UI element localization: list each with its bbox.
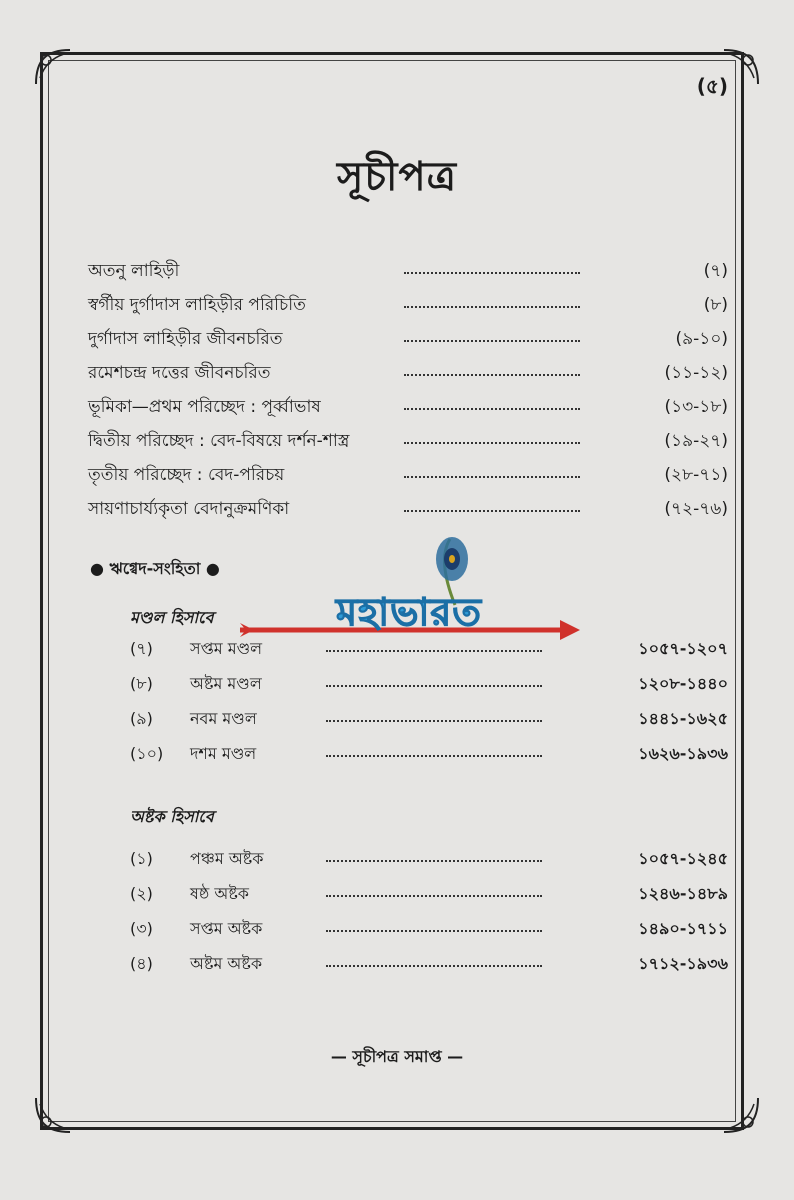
item-number: (৩)	[130, 919, 153, 938]
toc-pages: (১৯-২৭)	[664, 431, 728, 451]
item-number: (২)	[130, 884, 153, 903]
item-name: ষষ্ঠ অষ্টক	[190, 884, 249, 903]
watermark-text: মহাভারত	[336, 590, 482, 634]
list-item[interactable]	[130, 951, 728, 986]
dot-leader	[404, 272, 580, 274]
toc-label: সায়ণাচার্য্যকৃতা বেদানুক্রমণিকা	[88, 499, 290, 519]
toc-label: ভূমিকা—প্রথম পরিচ্ছেদ : পূর্ব্বাভাষ	[88, 397, 321, 417]
toc-row[interactable]	[88, 394, 728, 428]
dot-leader	[404, 374, 580, 376]
list-item[interactable]	[130, 741, 728, 776]
dot-leader	[404, 306, 580, 308]
toc-pages: (৯-১০)	[675, 329, 728, 349]
item-name: অষ্টম মণ্ডল	[190, 674, 262, 693]
toc-pages: (২৮-৭১)	[664, 465, 728, 485]
ashtak-heading: অষ্টক হিসাবে	[130, 807, 214, 826]
dot-leader	[404, 442, 580, 444]
list-item[interactable]	[130, 916, 728, 951]
toc-row[interactable]	[88, 428, 728, 462]
page-title: সূচীপত্র	[337, 154, 457, 200]
toc-label: দুর্গাদাস লাহিড়ীর জীবনচরিত	[88, 329, 283, 349]
item-number: (১)	[130, 849, 153, 868]
dot-leader	[404, 510, 580, 512]
toc-row[interactable]	[88, 326, 728, 360]
item-name: সপ্তম মণ্ডল	[190, 639, 263, 658]
dot-leader	[326, 755, 542, 757]
item-number: (১০)	[130, 744, 164, 763]
toc-pages: (১৩-১৮)	[664, 397, 728, 417]
dot-leader	[326, 965, 542, 967]
dot-leader	[404, 476, 580, 478]
item-number: (৯)	[130, 709, 153, 728]
toc-row[interactable]	[88, 258, 728, 292]
toc-row[interactable]	[88, 496, 728, 530]
toc-pages: (৭২-৭৬)	[664, 499, 728, 519]
mandal-list	[130, 636, 728, 776]
corner-ornament-icon	[720, 1094, 764, 1138]
corner-ornament-icon	[30, 1094, 74, 1138]
corner-ornament-icon	[30, 44, 74, 88]
dot-leader	[326, 650, 542, 652]
toc-label: স্বর্গীয় দুর্গাদাস লাহিড়ীর পরিচিতি	[88, 295, 306, 315]
dot-leader	[326, 685, 542, 687]
toc-label: দ্বিতীয় পরিচ্ছেদ : বেদ-বিষয়ে দর্শন-শাস্ত্র	[88, 431, 350, 451]
item-name: পঞ্চম অষ্টক	[190, 849, 264, 868]
dot-leader	[404, 340, 580, 342]
item-number: (৪)	[130, 954, 153, 973]
mandal-heading: মণ্ডল হিসাবে	[130, 608, 214, 627]
ashtak-list	[130, 846, 728, 986]
item-pages: ১২৪৬-১৪৮৯	[638, 884, 728, 903]
item-name: অষ্টম অষ্টক	[190, 954, 263, 973]
item-name: দশম মণ্ডল	[190, 744, 257, 763]
toc-row[interactable]	[88, 462, 728, 496]
dot-leader	[326, 860, 542, 862]
item-pages: ১৪৯০-১৭১১	[638, 919, 728, 938]
item-pages: ১২০৮-১৪৪০	[638, 674, 728, 693]
section-title: ● ঋগ্বেদ-সংহিতা ●	[90, 559, 220, 578]
item-pages: ১৭১২-১৯৩৬	[638, 954, 728, 973]
toc-label: অতনু লাহিড়ী	[88, 261, 180, 281]
item-pages: ১০৫৭-১২৪৫	[638, 849, 728, 868]
item-pages: ১৬২৬-১৯৩৬	[638, 744, 728, 763]
toc-label: রমেশচন্দ্র দত্তের জীবনচরিত	[88, 363, 271, 383]
list-item[interactable]	[130, 671, 728, 706]
item-name: সপ্তম অষ্টক	[190, 919, 263, 938]
dot-leader	[404, 408, 580, 410]
toc-pages: (১১-১২)	[664, 363, 728, 383]
toc-row[interactable]	[88, 360, 728, 394]
dot-leader	[326, 720, 542, 722]
toc-label: তৃতীয় পরিচ্ছেদ : বেদ-পরিচয়	[88, 465, 285, 485]
item-pages: ১০৫৭-১২০৭	[638, 639, 728, 658]
end-of-contents: — সূচীপত্র সমাপ্ত —	[330, 1047, 464, 1066]
dot-leader	[326, 930, 542, 932]
toc-pages: (৮)	[703, 295, 728, 315]
list-item[interactable]	[130, 706, 728, 741]
table-of-contents	[88, 258, 728, 530]
toc-row[interactable]	[88, 292, 728, 326]
item-number: (৭)	[130, 639, 153, 658]
item-name: নবম মণ্ডল	[190, 709, 257, 728]
page-number: (৫)	[696, 74, 728, 98]
list-item[interactable]	[130, 846, 728, 881]
list-item[interactable]	[130, 881, 728, 916]
dot-leader	[326, 895, 542, 897]
toc-pages: (৭)	[703, 261, 728, 281]
list-item[interactable]	[130, 636, 728, 671]
item-pages: ১৪৪১-১৬২৫	[638, 709, 728, 728]
item-number: (৮)	[130, 674, 153, 693]
